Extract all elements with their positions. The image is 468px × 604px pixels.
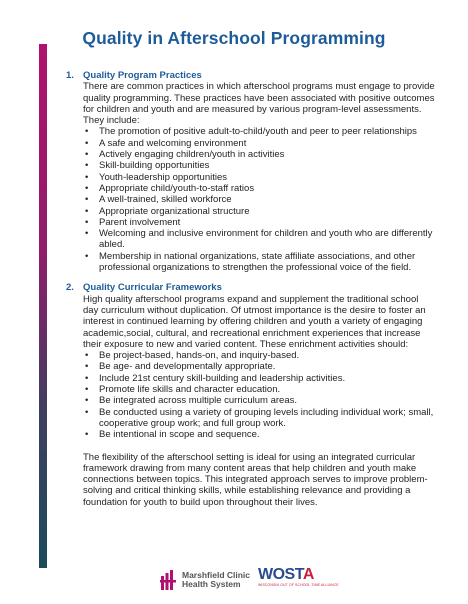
- wosta-logo: [258, 566, 339, 587]
- closing-paragraph: The flexibility of the afterschool setting is ideal for using an integrated curricular framework drawing from many content areas that help children and youth make connections between topics. This integrated approach serves to improve problem-solving and critical thinking skills, while establishing relevance and providing a foundation for youth to build upon throughout their lives.: [83, 451, 428, 508]
- list-item: • A well-trained, skilled workforce: [83, 194, 436, 205]
- document-body: [64, 70, 436, 517]
- list-item: • Be project-based, hands-on, and inquiry-based.: [83, 350, 436, 361]
- section-curricular-frameworks: [64, 282, 436, 508]
- marshfield-line-2: Health System: [182, 579, 241, 589]
- bullet-list: [83, 126, 436, 273]
- list-item: • Youth-leadership opportunities: [83, 172, 436, 183]
- marshfield-line-1: Marshfield Clinic: [182, 569, 251, 580]
- section-heading: Quality Curricular Frameworks: [83, 282, 222, 294]
- bullet-list: [83, 350, 436, 440]
- wosta-tagline: WISCONSIN OUT OF SCHOOL TIME ALLIANCE: [258, 583, 339, 587]
- list-item: • Promote life skills and character education.: [83, 384, 436, 395]
- list-item: • Skill-building opportunities: [83, 160, 436, 171]
- list-item: • Welcoming and inclusive environment for children and youth who are differently abled.: [83, 228, 436, 251]
- section-program-practices: [64, 70, 436, 273]
- list-item: • A safe and welcoming environment: [83, 138, 436, 149]
- list-item: • Membership in national organizations, state affiliate associations, and other professional organizations to strengthen the professional voice of the field.: [83, 251, 436, 274]
- decorative-side-bar: [39, 44, 47, 568]
- marshfield-clinic-logo: [160, 570, 250, 590]
- wosta-prefix: WOST: [258, 566, 303, 583]
- list-item: • Be conducted using a variety of grouping levels including individual work; small, cooperative group work; and full group work.: [83, 407, 436, 430]
- list-item: • Be age- and developmentally appropriate.: [83, 361, 436, 372]
- section-number: 1.: [66, 70, 74, 81]
- section-intro: High quality afterschool programs expand and supplement the traditional school day curriculum without duplication. Of utmost importance is the desire to foster an interest in continued learning by offering children and youth a variety of engaging academic,social, cultural, and recreational enrichment experiences that increase their exposure to new and varied content. These enrichment activities should:: [83, 293, 426, 350]
- page-title: Quality in Afterschool Programming: [82, 28, 386, 48]
- list-item: • Be integrated across multiple curriculum areas.: [83, 395, 436, 406]
- section-intro: There are common practices in which afterschool programs must engage to provide quality programming. These practices have been associated with positive outcomes for children and youth and are measured by various program-level assessments. They include:: [83, 81, 435, 127]
- list-item: • Appropriate organizational structure: [83, 206, 436, 217]
- wosta-wordmark: [258, 566, 339, 584]
- list-item: • Actively engaging children/youth in activities: [83, 149, 436, 160]
- marshfield-clinic-wordmark: [182, 571, 250, 590]
- list-item: • Parent involvement: [83, 217, 436, 228]
- list-item: • Be intentional in scope and sequence.: [83, 429, 436, 440]
- section-heading: Quality Program Practices: [83, 70, 202, 81]
- wosta-suffix: A: [302, 566, 314, 583]
- list-item: • Appropriate child/youth-to-staff ratios: [83, 183, 436, 194]
- section-number: 2.: [66, 282, 74, 294]
- marshfield-clinic-mark-icon: [160, 570, 177, 590]
- list-item: • Include 21st century skill-building and leadership activities.: [83, 373, 436, 384]
- list-item: • The promotion of positive adult-to-child/youth and peer to peer relationships: [83, 126, 436, 137]
